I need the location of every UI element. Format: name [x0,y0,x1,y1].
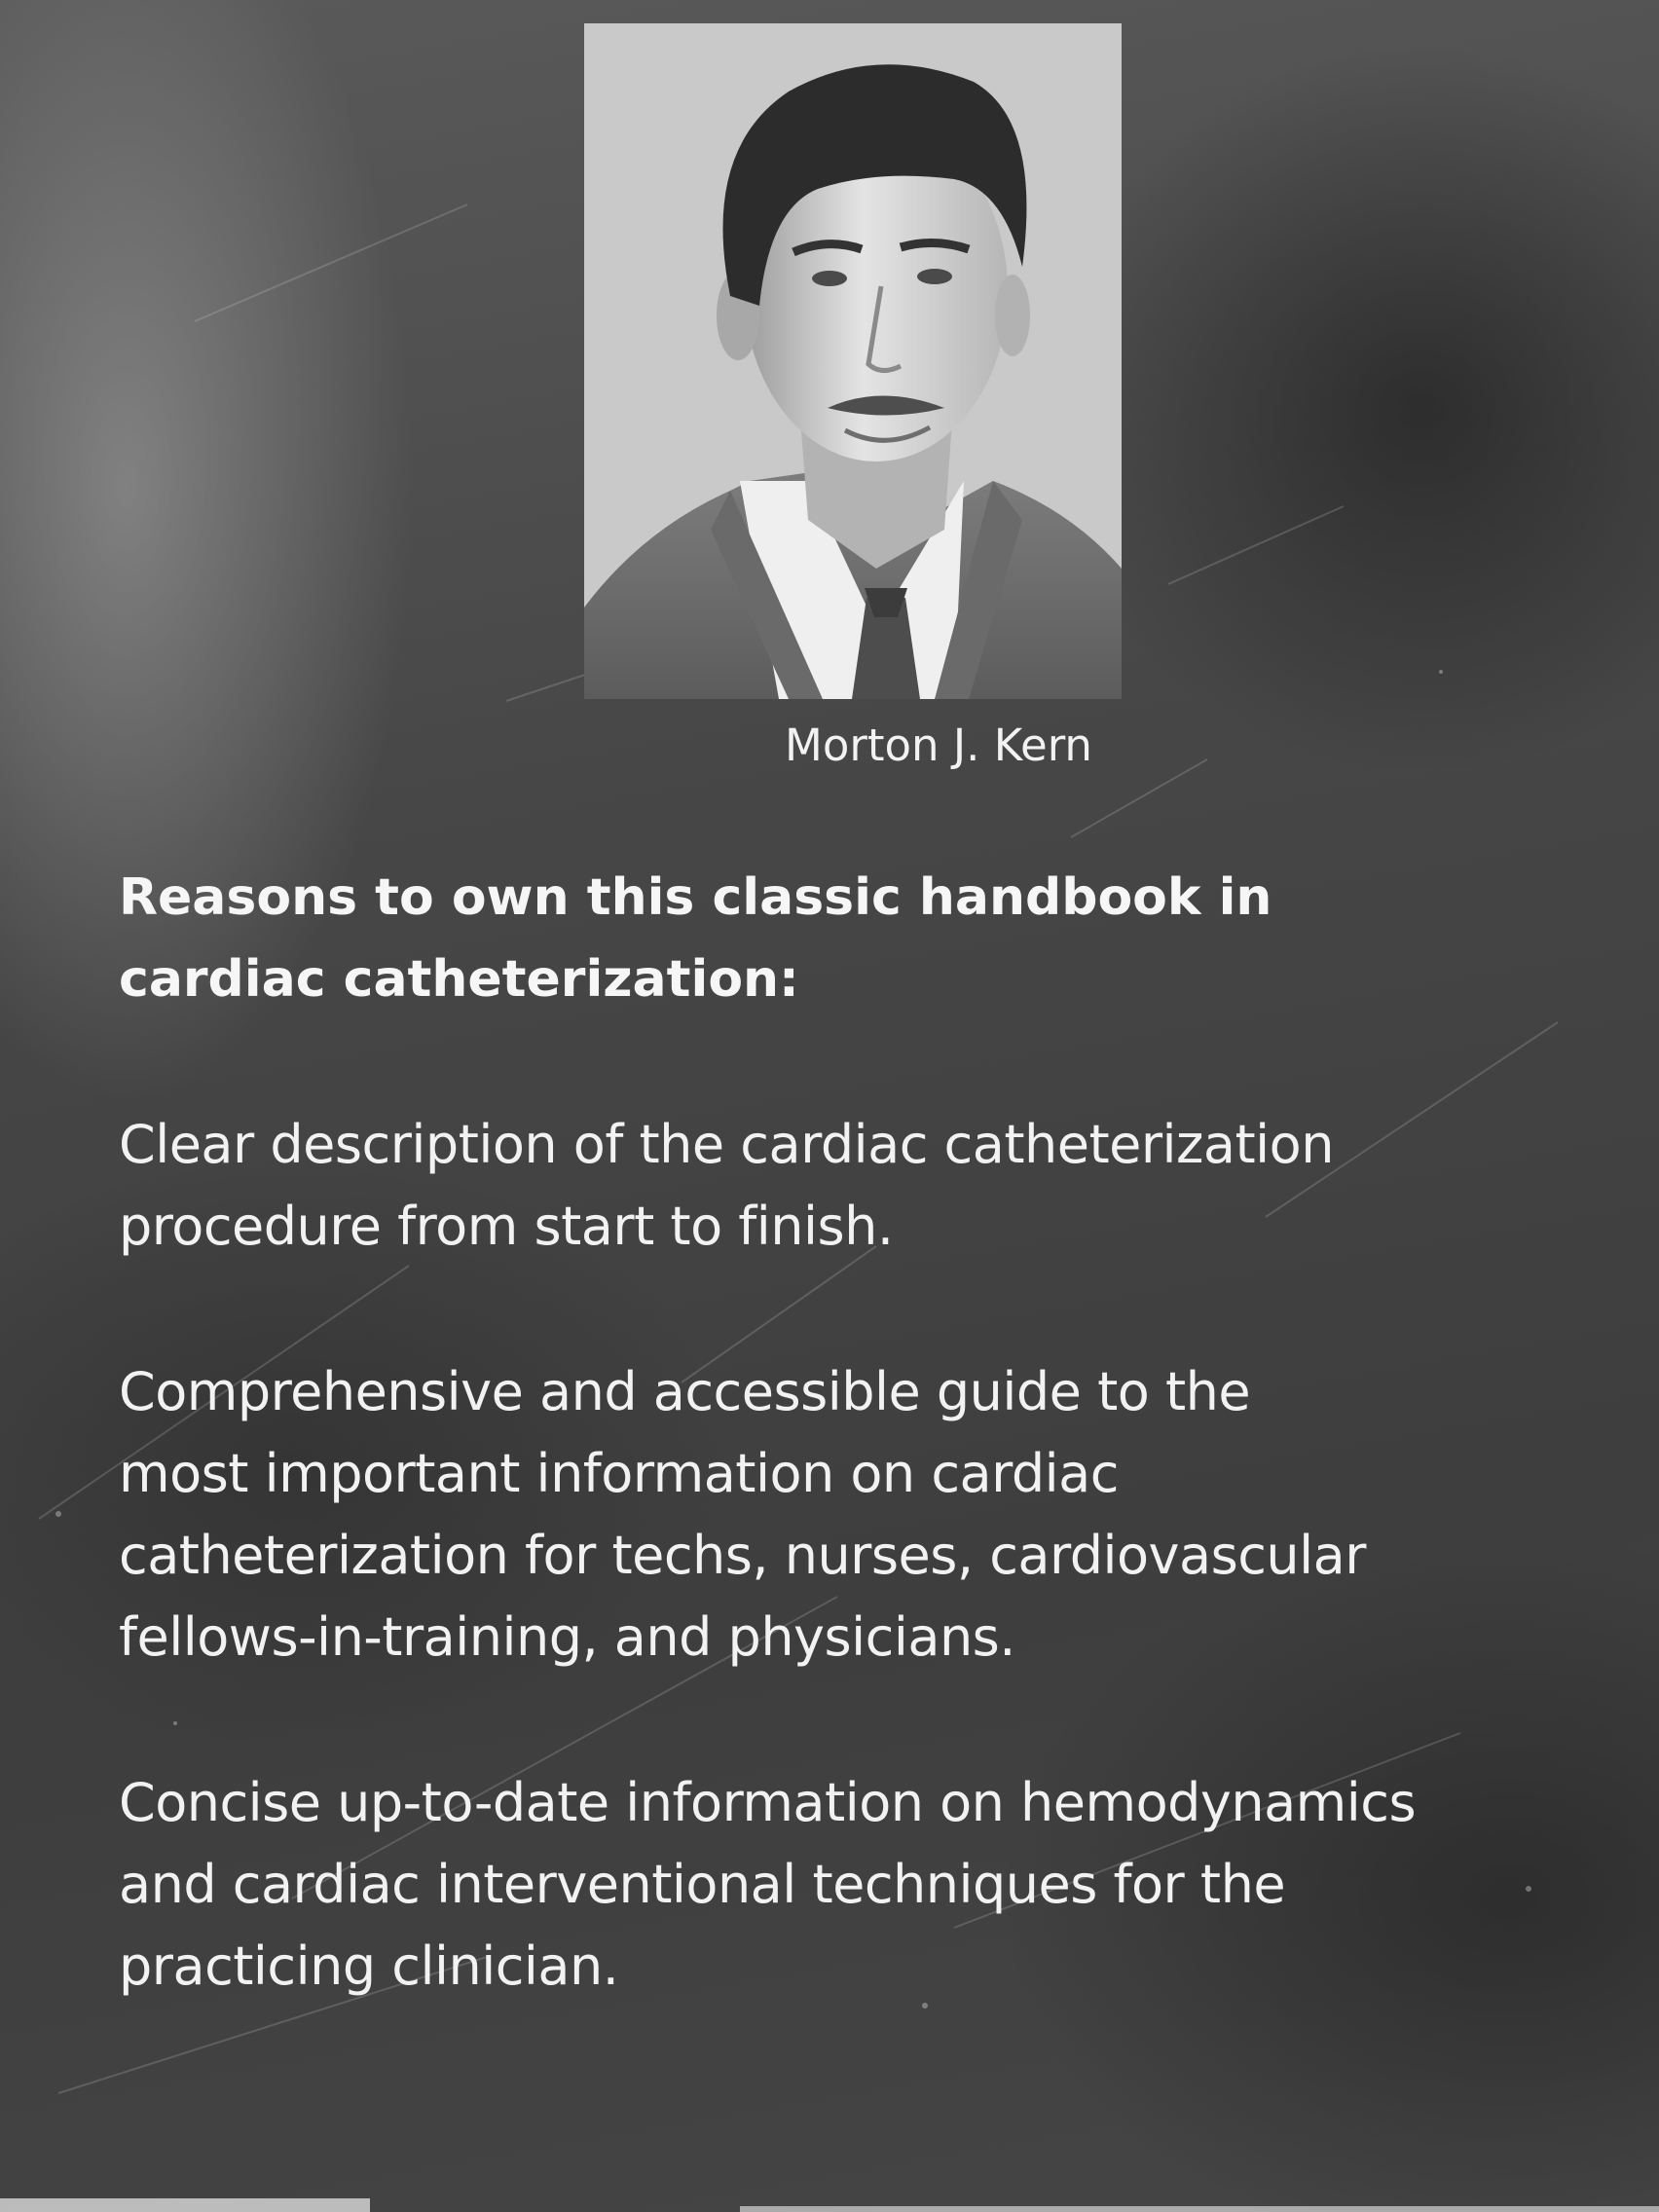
author-caption: Morton J. Kern [785,719,1092,771]
reason-line: and cardiac interventional techniques for the [119,1854,1286,1915]
author-photo [584,23,1122,699]
reason-item [119,1104,1608,1268]
reason-line: Clear description of the cardiac catheterization [119,1114,1334,1175]
reasons-section [119,857,1608,2008]
reason-line: practicing clinician. [119,1936,619,1997]
reason-line: procedure from start to finish. [119,1196,894,1257]
reason-item [119,1762,1608,2008]
reasons-heading-line: Reasons to own this classic handbook in [119,868,1272,927]
reason-line: catheterization for techs, nurses, cardiovascular [119,1525,1366,1586]
reasons-list [119,1104,1608,2008]
reason-line: Concise up-to-date information on hemodynamics [119,1772,1417,1833]
reason-line: Comprehensive and accessible guide to the [119,1361,1251,1422]
reasons-heading [119,857,1462,1020]
bottom-edge-strip [740,2206,1659,2212]
reason-item [119,1351,1608,1678]
reason-line: most important information on cardiac [119,1443,1119,1504]
reasons-heading-line: cardiac catheterization: [119,950,799,1009]
bottom-edge-strip [0,2198,370,2212]
reason-line: fellows-in-training, and physicians. [119,1606,1015,1668]
